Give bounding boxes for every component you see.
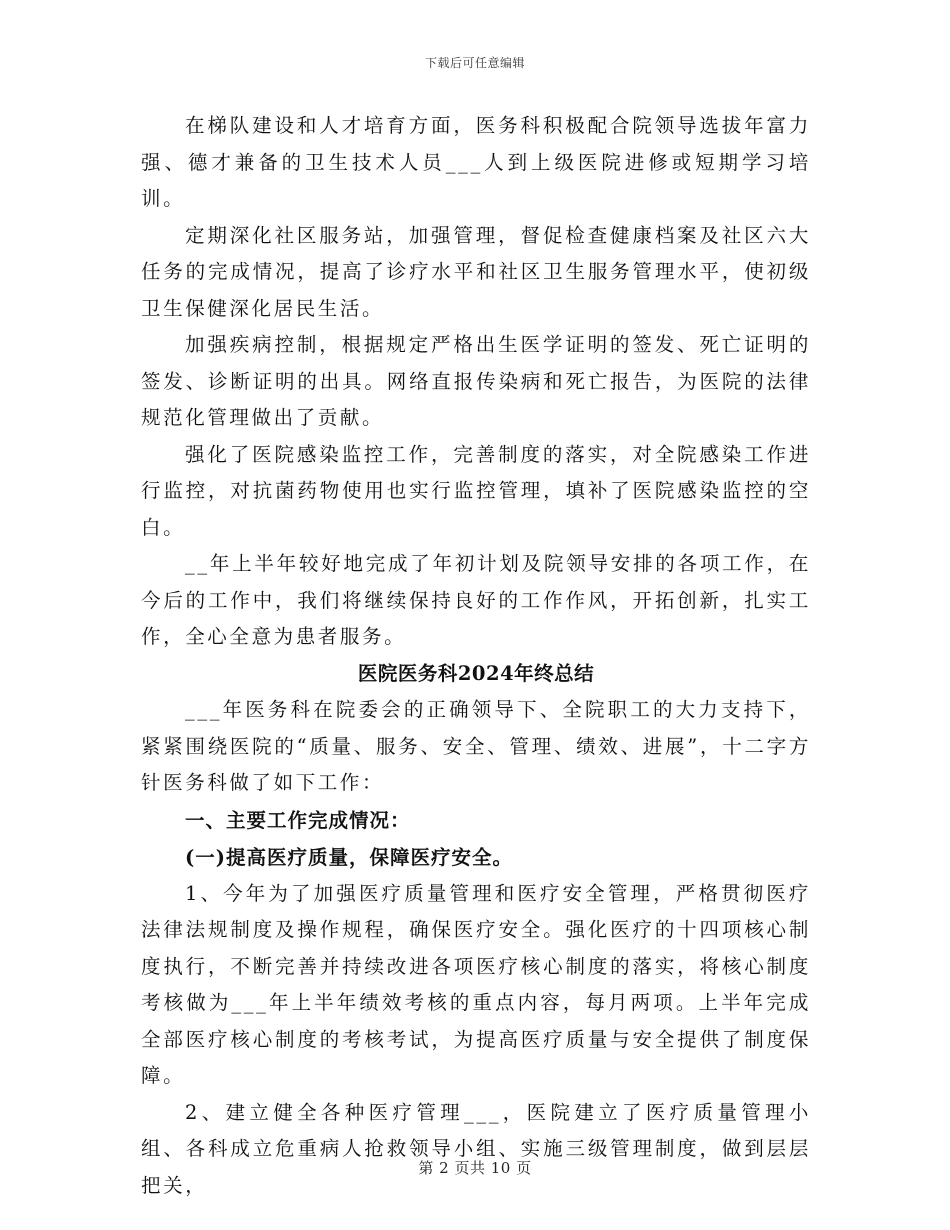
paragraph-community-service: 定期深化社区服务站，加强管理，督促检查健康档案及社区六大任务的完成情况，提高了诊疗水平和社区卫生服务管理水平，使初级卫生保健深化居民生活。 (141, 223, 811, 320)
paragraph-infection-monitoring: 强化了医院感染监控工作，完善制度的落实，对全院感染工作进行监控，对抗菌药物使用也实行监控管理，填补了医院感染监控的空白。 (141, 442, 811, 539)
heading-medical-quality: (一)提高医疗质量，保障医疗安全。 (185, 845, 513, 869)
paragraph-item-1: 1、今年为了加强医疗质量管理和医疗安全管理，严格贯彻医疗法律法规制度及操作规程，确保医疗安全。强化医疗的十四项核心制度执行，不断完善并持续改进各项医疗核心制度的落实，将核心制度考核做为___年上半年绩效考核的重点内容，每月两项。上半年完成全部医疗核心制度的考核考试，为提高医疗质量与安全提供了制度保障。 (141, 881, 811, 1087)
paragraph-half-year-summary: __年上半年较好地完成了年初计划及院领导安排的各项工作，在今后的工作中，我们将继续保持良好的工作作风，开拓创新，扎实工作，全心全意为患者服务。 (141, 552, 811, 648)
paragraph-disease-control: 加强疾病控制，根据规定严格出生医学证明的签发、死亡证明的签发、诊断证明的出具。网络直报传染病和死亡报告，为医院的法律规范化管理做出了贡献。 (141, 333, 811, 429)
heading-main-work: 一、主要工作完成情况： (185, 808, 411, 832)
paragraph-item-2: 2、建立健全各种医疗管理___，医院建立了医疗质量管理小组、各科成立危重病人抢救领导小组、实施三级管理制度，做到层层把关， (141, 1100, 811, 1197)
paragraph-intro: ___年医务科在院委会的正确领导下、全院职工的大力支持下，紧紧围绕医院的“质量、服务、安全、管理、绩效、进展”，十二字方针医务科做了如下工作： (141, 698, 811, 794)
paragraph-talent-training: 在梯队建设和人才培育方面，医务科积极配合院领导选拔年富力强、德才兼备的卫生技术人员___人到上级医院进修或短期学习培训。 (141, 114, 811, 210)
section-title: 医院医务科2024年终总结 (357, 661, 595, 685)
page-header: 下载后可任意编辑 (424, 56, 525, 70)
page-footer: 第 2 页共 10 页 (418, 1159, 532, 1177)
document-body (141, 108, 811, 1204)
